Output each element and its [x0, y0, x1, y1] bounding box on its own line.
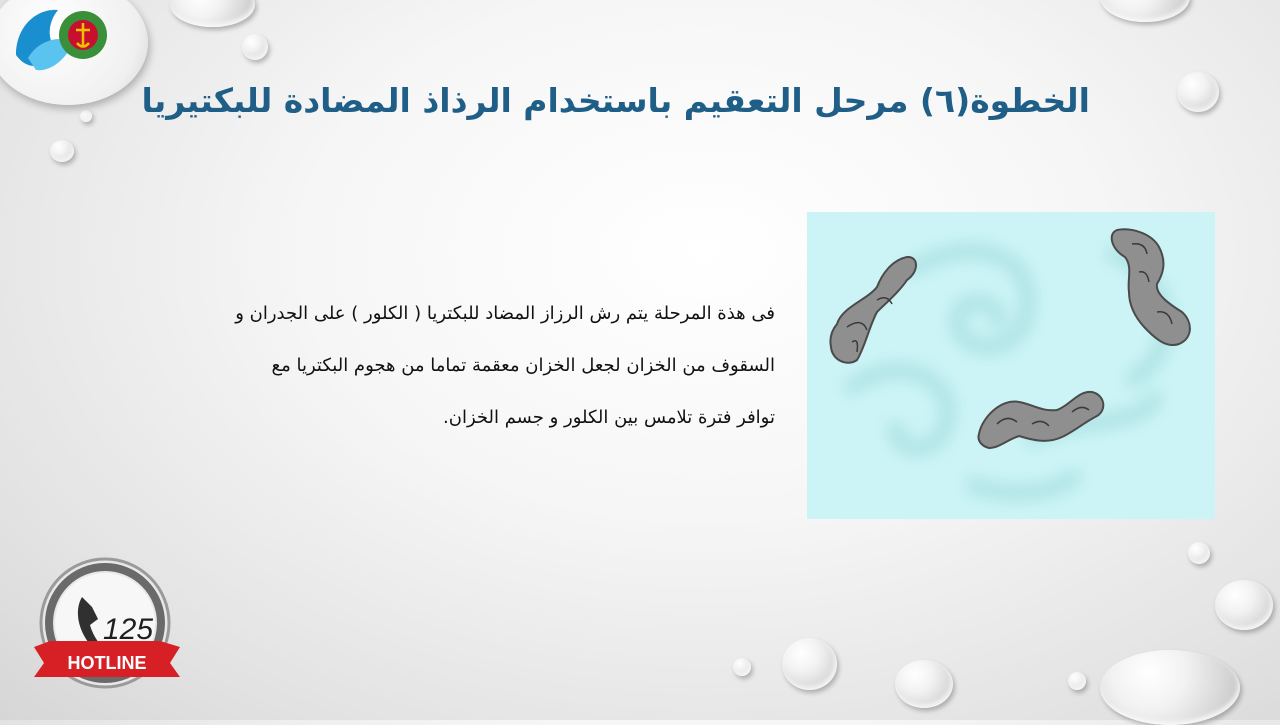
water-drop [733, 658, 751, 676]
water-drop [80, 110, 92, 122]
water-drop [1215, 580, 1273, 630]
bacteria-icon [978, 392, 1103, 448]
water-drop [1177, 72, 1219, 112]
water-drop [1188, 542, 1210, 564]
water-drop [895, 660, 953, 708]
company-logo-icon [0, 0, 148, 105]
water-drop [1100, 0, 1190, 22]
logo-badge [0, 0, 148, 105]
water-drop [782, 638, 837, 690]
hotline-label: HOTLINE [67, 653, 147, 673]
bacteria-illustration [807, 212, 1215, 519]
water-drop [242, 34, 268, 60]
water-drop [170, 0, 255, 27]
paragraph-line: السقوف من الخزان لجعل الخزان معقمة تماما من هجوم البكتريا مع [271, 355, 775, 376]
water-drop [50, 140, 74, 162]
bacteria-icon [1112, 229, 1190, 345]
paragraph-line: فى هذة المرحلة يتم رش الرزاز المضاد للبكتريا ( الكلور ) على الجدران و [235, 303, 775, 324]
bacteria-icon [830, 257, 916, 363]
water-drop [1100, 650, 1240, 725]
hotline-number: 125 [102, 613, 154, 646]
hotline-badge [30, 555, 185, 695]
paragraph-line: توافر فترة تلامس بين الكلور و جسم الخزان. [443, 407, 775, 428]
slide-paragraph [100, 288, 775, 444]
slide-title: الخطوة(٦) مرحل التعقيم باستخدام الرذاذ المضادة للبكتيريا [141, 81, 1090, 120]
water-drop [1068, 672, 1086, 690]
